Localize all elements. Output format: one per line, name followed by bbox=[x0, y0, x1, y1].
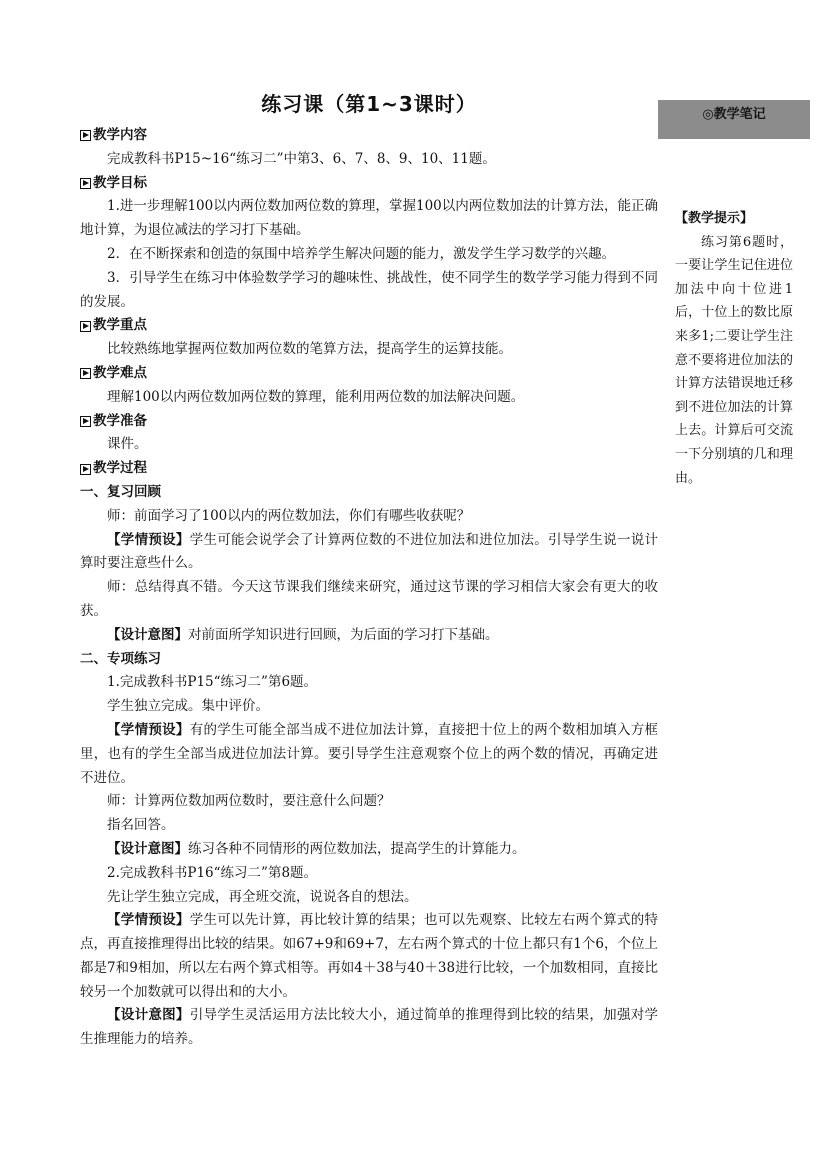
paragraph: 指名回答。 bbox=[107, 817, 175, 834]
section-heading-difficult: 教学难点 bbox=[80, 362, 658, 386]
play-box-icon bbox=[80, 464, 91, 475]
tag-label: 【设计意图】 bbox=[107, 840, 188, 857]
teaching-notes-label: ◎教学笔记 bbox=[658, 100, 810, 139]
lesson-body bbox=[80, 124, 658, 1052]
paragraph: 【学情预设】学生可能会说学会了计算两位数的不进位加法和进位加法。引导学生说一说计算时要注意些什么。 bbox=[80, 531, 659, 572]
paragraph: 【设计意图】引导学生灵活运用方法比较大小，通过简单的推理得到比较的结果，加强对学生推理能力的培养。 bbox=[80, 1007, 659, 1048]
paragraph: 先让学生独立完成，再全班交流，说说各自的想法。 bbox=[107, 888, 418, 905]
content-text: 完成教科书P15~16“练习二”中第3、6、7、8、9、10、11题。 bbox=[107, 150, 496, 167]
part-2-title: 二、专项练习 bbox=[80, 650, 161, 667]
play-box-icon bbox=[80, 368, 91, 379]
prep-text: 课件。 bbox=[107, 436, 148, 453]
hint-title: 【教学提示】 bbox=[675, 211, 754, 226]
paragraph: 学生独立完成。集中评价。 bbox=[107, 698, 269, 715]
paragraph: 1.完成教科书P15“练习二”第6题。 bbox=[107, 674, 318, 691]
play-box-icon bbox=[80, 178, 91, 189]
tag-label: 【学情预设】 bbox=[107, 721, 190, 738]
paragraph: 师：计算两位数加两位数时，要注意什么问题？ bbox=[107, 793, 391, 810]
section-heading-goals: 教学目标 bbox=[80, 172, 658, 196]
tag-label: 【学情预设】 bbox=[107, 912, 190, 929]
key-text: 比较熟练地掌握两位数加两位数的笔算方法，提高学生的运算技能。 bbox=[107, 341, 512, 358]
play-box-icon bbox=[80, 321, 91, 332]
section-heading-process: 教学过程 bbox=[80, 457, 658, 481]
section-heading-key: 教学重点 bbox=[80, 314, 658, 338]
paragraph: 师：总结得真不错。今天这节课我们继续来研究，通过这节课的学习相信大家会有更大的收获。 bbox=[80, 579, 658, 619]
goal-2: 2．在不断探索和创造的氛围中培养学生解决问题的能力，激发学生学习数学的兴趣。 bbox=[107, 245, 616, 262]
tag-label: 【设计意图】 bbox=[107, 626, 188, 643]
difficult-text: 理解100以内两位数加两位数的算理，能利用两位数的加法解决问题。 bbox=[107, 388, 525, 405]
paragraph: 师：前面学习了100以内的两位数加法，你们有哪些收获呢？ bbox=[107, 507, 471, 524]
tag-label: 【设计意图】 bbox=[107, 1007, 190, 1024]
paragraph: 【设计意图】练习各种不同情形的两位数加法，提高学生的计算能力。 bbox=[107, 840, 526, 857]
tag-label: 【学情预设】 bbox=[107, 531, 190, 548]
paragraph: 【学情预设】学生可以先计算，再比较计算的结果；也可以先观察、比较左右两个算式的特点，再直接推理得出比较的结果。如67+9和69+7，左右两个算式的十位上都只有1个6，个位上都是7和9相加，所以左右两个算式相等。再如4＋38与40＋38进行比较，一个加数相同，直接比较另一个加数就可以得出和的大小。 bbox=[80, 912, 659, 1000]
goal-3: 3．引导学生在练习中体验数学学习的趣味性、挑战性，使不同学生的数学学习能力得到不同的发展。 bbox=[80, 269, 658, 310]
section-heading-prep: 教学准备 bbox=[80, 410, 658, 434]
paragraph: 【设计意图】对前面所学知识进行回顾，为后面的学习打下基础。 bbox=[107, 626, 499, 643]
page-title: 练习课（第1~3课时） bbox=[261, 92, 477, 116]
part-1-title: 一、复习回顾 bbox=[80, 483, 161, 500]
section-heading-content: 教学内容 bbox=[80, 124, 658, 148]
play-box-icon bbox=[80, 130, 91, 141]
paragraph: 2.完成教科书P16“练习二”第8题。 bbox=[107, 864, 318, 881]
goal-1: 1.进一步理解100以内两位数加两位数的算理，掌握100以内两位数加法的计算方法，能正确地计算，为退位减法的学习打下基础。 bbox=[80, 198, 658, 239]
hint-text: 练习第6题时，一要让学生记住进位加法中向十位进1后，十位上的数比原来多1;二要让学生注意不要将进位加法的计算方法错误地迁移到不进位加法的计算上去。计算后可交流一下分别填的几和理由。 bbox=[675, 234, 793, 486]
paragraph: 【学情预设】有的学生可能全部当成不进位加法计算，直接把十位上的两个数相加填入方框里，也有的学生全部当成进位加法计算。要引导学生注意观察个位上的两个数的情况，再确定进不进位。 bbox=[80, 721, 659, 786]
play-box-icon bbox=[80, 416, 91, 427]
teaching-hint bbox=[675, 207, 793, 490]
